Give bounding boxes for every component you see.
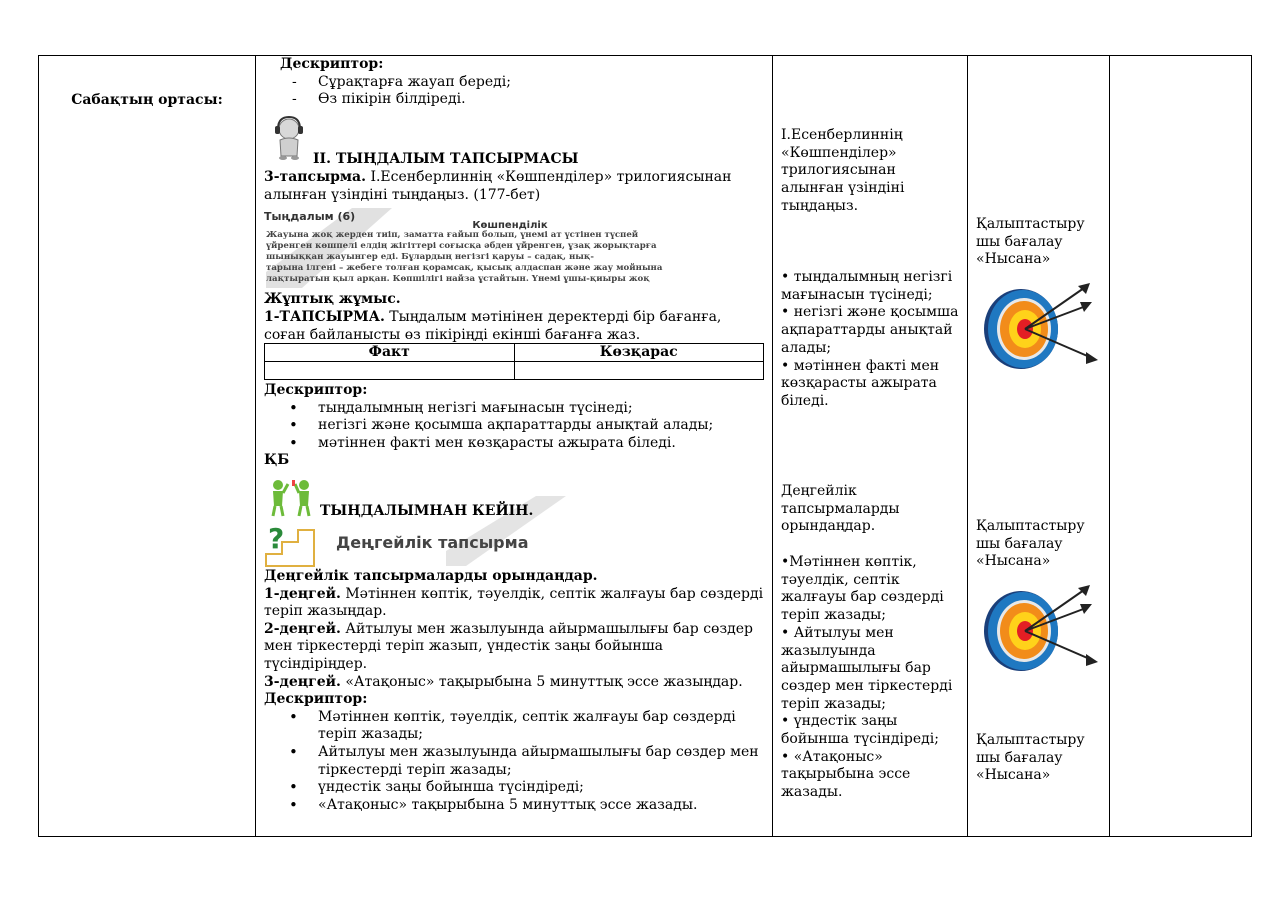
- descriptor-block-2: [264, 382, 766, 470]
- fact-opinion-table: [264, 343, 764, 380]
- excerpt-header: Тыңдалым (6): [264, 210, 356, 223]
- level-item: 3-деңгей. «Атақоныс» тақырыбына 5 минуттық эссе жазыңдар.: [264, 673, 743, 690]
- descriptor-item: • мәтіннен фактi мен көзқарасты ажырата біледі.: [264, 435, 766, 453]
- learner-action-3: Деңгейлік тапсырмаларды орындаңдар.: [781, 483, 900, 535]
- listening-excerpt-image: [262, 208, 758, 288]
- descriptor-item: • «Атақоныс» тақырыбына 5 минуттық эссе жазады.: [264, 797, 766, 815]
- descriptor-item: • үндестік заңы бойынша түсіндіреді;: [264, 779, 766, 797]
- descriptor-title: Дескриптор:: [280, 56, 384, 72]
- listening-task: [264, 169, 766, 204]
- resources-cell: [1110, 56, 1252, 837]
- after-listening-heading: ТЫҢДАЛЫМНАН КЕЙІН.: [320, 503, 534, 519]
- level-banner-text: Деңгейлік тапсырма: [336, 533, 529, 552]
- target-icon: [980, 584, 1102, 672]
- descriptor-item: • негізгі және қосымша ақпараттарды анықтай алады;: [264, 417, 766, 435]
- descriptor-list: [264, 74, 766, 109]
- descriptor-list: [264, 400, 766, 453]
- pair-work-task: 1-ТАПСЫРМА. Тыңдалым мәтінінен деректерді бір бағанға, соған байланысты өз пікіріңді екінші бағанға жаз.: [264, 309, 722, 343]
- level-task-banner: [262, 522, 562, 570]
- descriptor-item: • тыңдалымның негізгі мағынасын түсінеді;: [264, 400, 766, 418]
- stage-cell: [39, 56, 256, 837]
- assessment-label: Қалыптастыру шы бағалау «Нысана»: [976, 518, 1085, 570]
- assessment-label: Қалыптастыру шы бағалау «Нысана»: [976, 732, 1085, 784]
- learner-action-1: І.Есенберлиннің «Көшпенділер» трилогиясынан алынған үзіндіні тыңдаңыз.: [781, 127, 905, 214]
- people-discussion-icon: [264, 478, 320, 518]
- learner-action-2: • тыңдалымның негізгі мағынасын түсінеді; • негізгі және қосымша ақпараттарды анықтай алады; • мәтіннен фактi мен көзқарасты ажырата біледі.: [781, 269, 959, 409]
- descriptor-item: • Айтылуы мен жазылуында айырмашылығы бар сөздер мен тіркестерді теріп жазады;: [264, 744, 766, 779]
- target-icon: [980, 282, 1102, 370]
- learner-actions-cell: [773, 56, 968, 837]
- task-label: 3-тапсырма.: [264, 169, 366, 185]
- listening-heading: II. ТЫҢДАЛЫМ ТАПСЫРМАСЫ: [313, 151, 579, 167]
- descriptor-item: - Өз пікірін білдіреді.: [264, 91, 766, 109]
- pair-work-title: Жұптық жұмыс.: [264, 291, 401, 307]
- task-text: І.Есенберлиннің «Көшпенділер» трилогиясынан алынған үзіндіні тыңдаңыз. (177-бет): [264, 169, 732, 203]
- level-item: 2-деңгей. Айтылуы мен жазылуында айырмашылығы бар сөздер мен тіркестерді теріп жазып, үндестік заңы бойынша түсіндіріңдер.: [264, 620, 753, 672]
- excerpt-title: Көшпенділік: [472, 220, 548, 231]
- descriptor-title: Дескриптор:: [264, 691, 368, 708]
- content-cell: [256, 56, 773, 837]
- svg-text:?: ?: [268, 522, 285, 555]
- descriptor-item: - Сұрақтарға жауап береді;: [264, 74, 766, 92]
- levels-title: Деңгейлік тапсырмаларды орындаңдар.: [264, 568, 598, 584]
- kb-label: ҚБ: [264, 452, 290, 469]
- levels-block: [264, 568, 766, 814]
- assessment-label: Қалыптастыру шы бағалау «Нысана»: [976, 216, 1085, 268]
- descriptor-item: • Мәтіннен көптік, тәуелдік, септік жалғауы бар сөздерді теріп жазады;: [264, 709, 766, 744]
- stage-label: Сабақтың ортасы:: [71, 92, 223, 108]
- question-stairs-icon: [262, 522, 322, 570]
- opinion-header: Көзқарас: [514, 344, 764, 362]
- headphones-person-icon: [270, 116, 308, 160]
- descriptor-title: Дескриптор:: [264, 382, 368, 398]
- opinion-cell[interactable]: [514, 362, 764, 380]
- descriptor-list: [264, 709, 766, 815]
- excerpt-text: Жауына жоқ жерден тиіп, заматта ғайып болып, үнемі ат үстінен түспей үйренген көшпелі елдің жігіттері соғысқа әбден үйренген, ұзақ жорықтарға шыныққан жауынгер еді. Бұлардың негізгі қаруы – садақ, нық- тарына ілгені – жебеге толған қорамсақ, қысық алдаспан және жау мойнына лақтыратын қыл арқан. Көпшілігі найза ұстайтын. Үнемі ұшы-қиыры жоқ: [266, 230, 663, 284]
- assessment-cell: [968, 56, 1110, 837]
- fact-cell[interactable]: [265, 362, 515, 380]
- descriptor-block-1: [264, 56, 766, 109]
- level-item: 1-деңгей. Мәтіннен көптік, тәуелдік, септік жалғауы бар сөздерді теріп жазыңдар.: [264, 585, 764, 620]
- lesson-plan-table: [38, 55, 1252, 837]
- learner-action-4: •Мәтіннен көптік, тәуелдік, септік жалғауы бар сөздерді теріп жазады; • Айтылуы мен жазылуында айырмашылығы бар сөздер мен тіркестерді теріп жазады; • үндестік заңы бойынша түсіндіреді; • «Атақоныс» тақырыбына эссе жазады.: [781, 554, 953, 801]
- fact-header: Факт: [265, 344, 515, 362]
